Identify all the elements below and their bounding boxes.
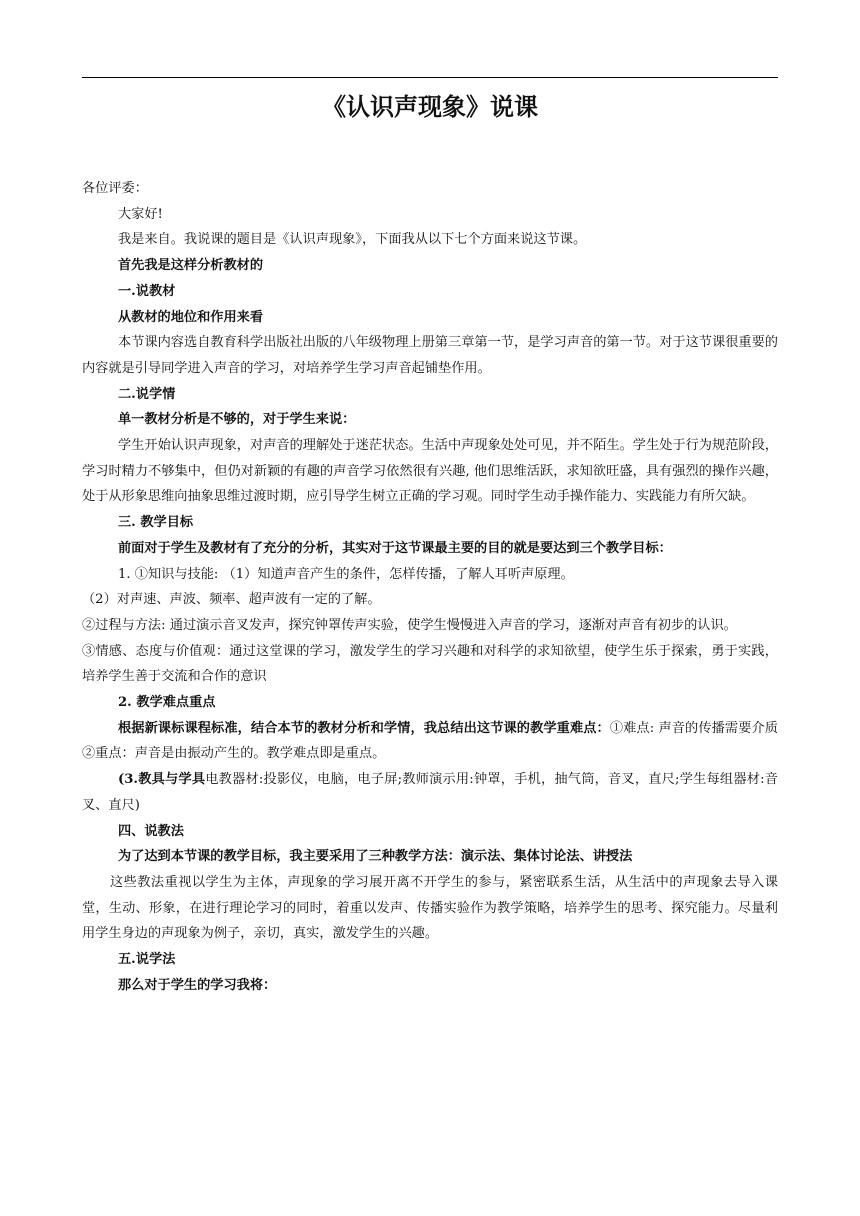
document-body: [82, 176, 778, 999]
tools-text: 电教器材:投影仪，电脑，电子屏;教师演示用:钟罩，手机，抽气筒，音叉，直尺;学生每组器材:音叉、直尺): [82, 772, 778, 813]
section-subheading-methods: 为了达到本节课的教学目标，我主要采用了三种教学方法：演示法、集体讨论法、讲授法: [118, 849, 633, 865]
tools-lead: (3.教具与学具: [118, 772, 206, 788]
greeting: 大家好!: [118, 206, 163, 222]
section-heading-methods: 四、说教法: [118, 823, 184, 839]
key-points-lead: 根据新课标课程标准，结合本节的教材分析和学情，我总结出这节课的教学重难点：: [118, 720, 610, 736]
paragraph-students: 学生开始认识声现象，对声音的理解处于迷茫状态。生活中声现象处处可见，并不陌生。学生处于行为规范阶段，学习时精力不够集中，但仍对新颖的有趣的声音学习依然很有兴趣, 他们思维活跃，求知欲旺盛，具有强烈的操作兴趣，处于从形象思维向抽象思维过渡时期，应引导学生树立正确的学习观。同时学生动手操作能力、实践能力有所欠缺。: [82, 438, 778, 505]
header-rule: [82, 77, 778, 78]
salutation: 各位评委：: [82, 181, 148, 196]
section-subheading-textbook: 从教材的地位和作用来看: [118, 309, 264, 325]
key-points-text: ①难点: 声音的传播需要介质②重点：声音是由振动产生的。教学难点即是重点。: [82, 720, 778, 762]
paragraph-textbook: 本节课内容选自教育科学出版社出版的八年级物理上册第三章第一节，是学习声音的第一节。对于这节课很重要的内容就是引导同学进入声音的学习，对培养学生学习声音起铺垫作用。: [82, 335, 778, 376]
intro-paragraph: 我是来自。我说课的题目是《认识声现象》，下面我从以下七个方面来说这节课。: [118, 232, 587, 248]
paragraph-methods: 这些教法重视以学生为主体，声现象的学习展开离不开学生的参与，紧密联系生活，从生活中的声现象去导入课堂，生动、形象，在进行理论学习的同时，着重以发声、传播实验作为教学策略，培养学生的思考、探究能力。尽量利用学生身边的声现象为例子，亲切，真实，激发学生的兴趣。: [82, 874, 778, 942]
section-heading-goals: 三. 教学目标: [118, 515, 194, 531]
goal-knowledge: 1. ①知识与技能: （1）知道声音产生的条件，怎样传播，了解人耳听声原理。: [118, 566, 574, 582]
tools-paragraph: [82, 767, 778, 818]
section-heading-textbook: 一.说教材: [118, 283, 176, 299]
goal-process: ②过程与方法: 通过演示音叉发声，探究钟罩传声实验，使学生慢慢进入声音的学习，逐渐对声音有初步的认识。: [82, 617, 737, 633]
analysis-heading: 首先我是这样分析教材的: [118, 258, 264, 274]
section-heading-learning: 五.说学法: [118, 952, 176, 968]
key-points-paragraph: [82, 716, 778, 767]
goal-knowledge-2: （2）对声速、声波、频率、超声波有一定的了解。: [82, 592, 381, 608]
goal-attitude: ③情感、态度与价值观：通过这堂课的学习，激发学生的学习兴趣和对科学的求知欲望，使学生乐于探索，勇于实践，培养学生善于交流和合作的意识: [82, 643, 778, 685]
section-subheading-goals: 前面对于学生及教材有了充分的分析，其实对于这节课最主要的目的就是要达到三个教学目标：: [118, 540, 672, 556]
key-points-heading: 2. 教学难点重点: [118, 695, 216, 711]
section-heading-students: 二.说学情: [118, 386, 176, 402]
section-subheading-learning: 那么对于学生的学习我将：: [118, 977, 277, 993]
section-subheading-students: 单一教材分析是不够的，对于学生来说：: [118, 412, 356, 428]
page-title: 《认识声现象》说课: [322, 92, 538, 121]
